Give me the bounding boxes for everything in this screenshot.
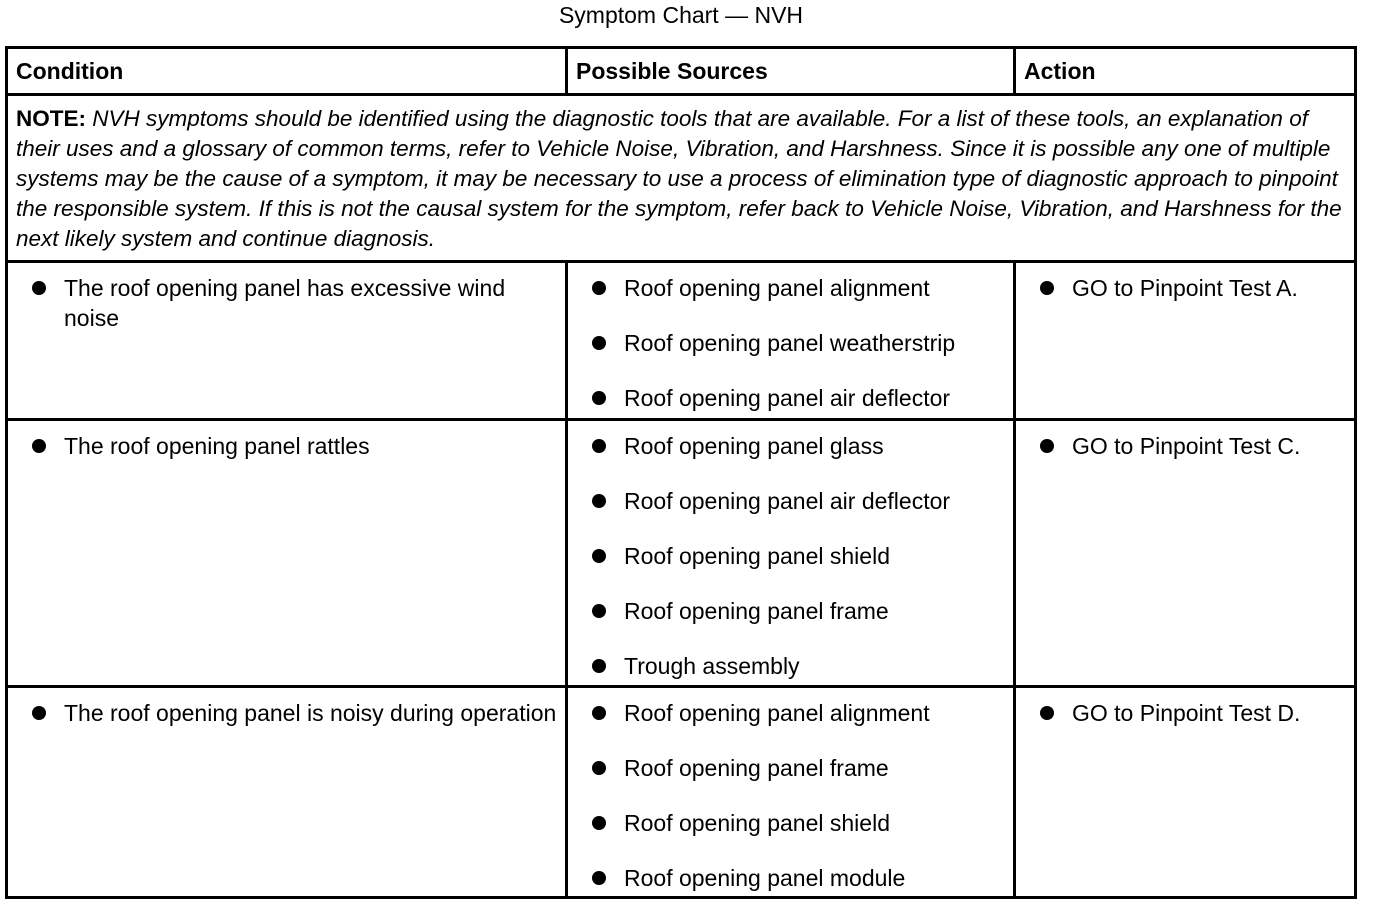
- condition-cell: [7, 687, 567, 898]
- bullet-icon: [32, 706, 46, 720]
- list-item: [568, 698, 1013, 728]
- bullet-icon: [592, 816, 606, 830]
- list-item: [568, 863, 1013, 893]
- list-item: [568, 486, 1013, 516]
- list-item: [1016, 698, 1354, 728]
- bullet-icon: [1040, 706, 1054, 720]
- source-text: Roof opening panel shield: [624, 543, 890, 569]
- condition-text: The roof opening panel is noisy during operation: [64, 700, 557, 726]
- source-text: Roof opening panel alignment: [624, 700, 930, 726]
- action-text: GO to Pinpoint Test A.: [1072, 275, 1298, 301]
- action-text: GO to Pinpoint Test D.: [1072, 700, 1301, 726]
- header-action: Action: [1015, 48, 1356, 95]
- bullet-icon: [592, 494, 606, 508]
- bullet-icon: [592, 439, 606, 453]
- list-item: [568, 541, 1013, 571]
- sources-cell: [567, 687, 1015, 898]
- bullet-icon: [32, 281, 46, 295]
- note-label: NOTE:: [16, 106, 86, 131]
- bullet-icon: [32, 439, 46, 453]
- bullet-icon: [592, 549, 606, 563]
- source-text: Roof opening panel frame: [624, 598, 889, 624]
- header-possible-sources: Possible Sources: [567, 48, 1015, 95]
- source-text: Trough assembly: [624, 653, 800, 679]
- source-text: Roof opening panel weatherstrip: [624, 330, 956, 356]
- list-item: [8, 273, 565, 333]
- list-item: [568, 753, 1013, 783]
- table-row: [7, 687, 1356, 898]
- chart-title: Symptom Chart — NVH: [558, 2, 804, 28]
- sources-cell: [567, 420, 1015, 687]
- table-row: [7, 420, 1356, 687]
- condition-cell: [7, 420, 567, 687]
- source-text: Roof opening panel frame: [624, 755, 889, 781]
- bullet-icon: [592, 281, 606, 295]
- bullet-icon: [592, 659, 606, 673]
- header-condition: Condition: [7, 48, 567, 95]
- note-text: NVH symptoms should be identified using the diagnostic tools that are available. For a list of these tools, an explanation of their uses and a glossary of common terms, refer to Vehicle Noise, Vibration, and Harshness. Since it is possible any one of multiple systems may be the cause of a symptom, it may be necessary to use a process of elimination type of diagnostic approach to pinpoint the responsible system. If this is not the causal system for the symptom, refer back to Vehicle Noise, Vibration, and Harshness for the next likely system and continue diagnosis.: [16, 106, 1342, 251]
- note-row: [7, 95, 1356, 262]
- list-item: [8, 698, 565, 728]
- source-text: Roof opening panel glass: [624, 433, 884, 459]
- action-cell: [1015, 420, 1356, 687]
- note-cell: [7, 95, 1356, 262]
- list-item: [568, 431, 1013, 461]
- list-item: [8, 431, 565, 461]
- bullet-icon: [592, 604, 606, 618]
- symptom-chart-table: [5, 46, 1357, 899]
- source-text: Roof opening panel air deflector: [624, 488, 951, 514]
- bullet-icon: [1040, 439, 1054, 453]
- condition-text: The roof opening panel has excessive wind noise: [64, 275, 506, 331]
- header-row: [7, 48, 1356, 95]
- list-item: [568, 651, 1013, 681]
- action-text: GO to Pinpoint Test C.: [1072, 433, 1301, 459]
- list-item: [568, 328, 1013, 358]
- bullet-icon: [592, 336, 606, 350]
- list-item: [568, 596, 1013, 626]
- source-text: Roof opening panel alignment: [624, 275, 930, 301]
- table-row: [7, 262, 1356, 420]
- list-item: [568, 273, 1013, 303]
- bullet-icon: [592, 706, 606, 720]
- action-cell: [1015, 262, 1356, 420]
- list-item: [568, 383, 1013, 413]
- list-item: [568, 808, 1013, 838]
- source-text: Roof opening panel module: [624, 865, 906, 891]
- condition-cell: [7, 262, 567, 420]
- condition-text: The roof opening panel rattles: [64, 433, 370, 459]
- bullet-icon: [592, 761, 606, 775]
- bullet-icon: [592, 871, 606, 885]
- source-text: Roof opening panel air deflector: [624, 385, 951, 411]
- source-text: Roof opening panel shield: [624, 810, 890, 836]
- bullet-icon: [1040, 281, 1054, 295]
- sources-cell: [567, 262, 1015, 420]
- list-item: [1016, 273, 1354, 303]
- action-cell: [1015, 687, 1356, 898]
- list-item: [1016, 431, 1354, 461]
- bullet-icon: [592, 391, 606, 405]
